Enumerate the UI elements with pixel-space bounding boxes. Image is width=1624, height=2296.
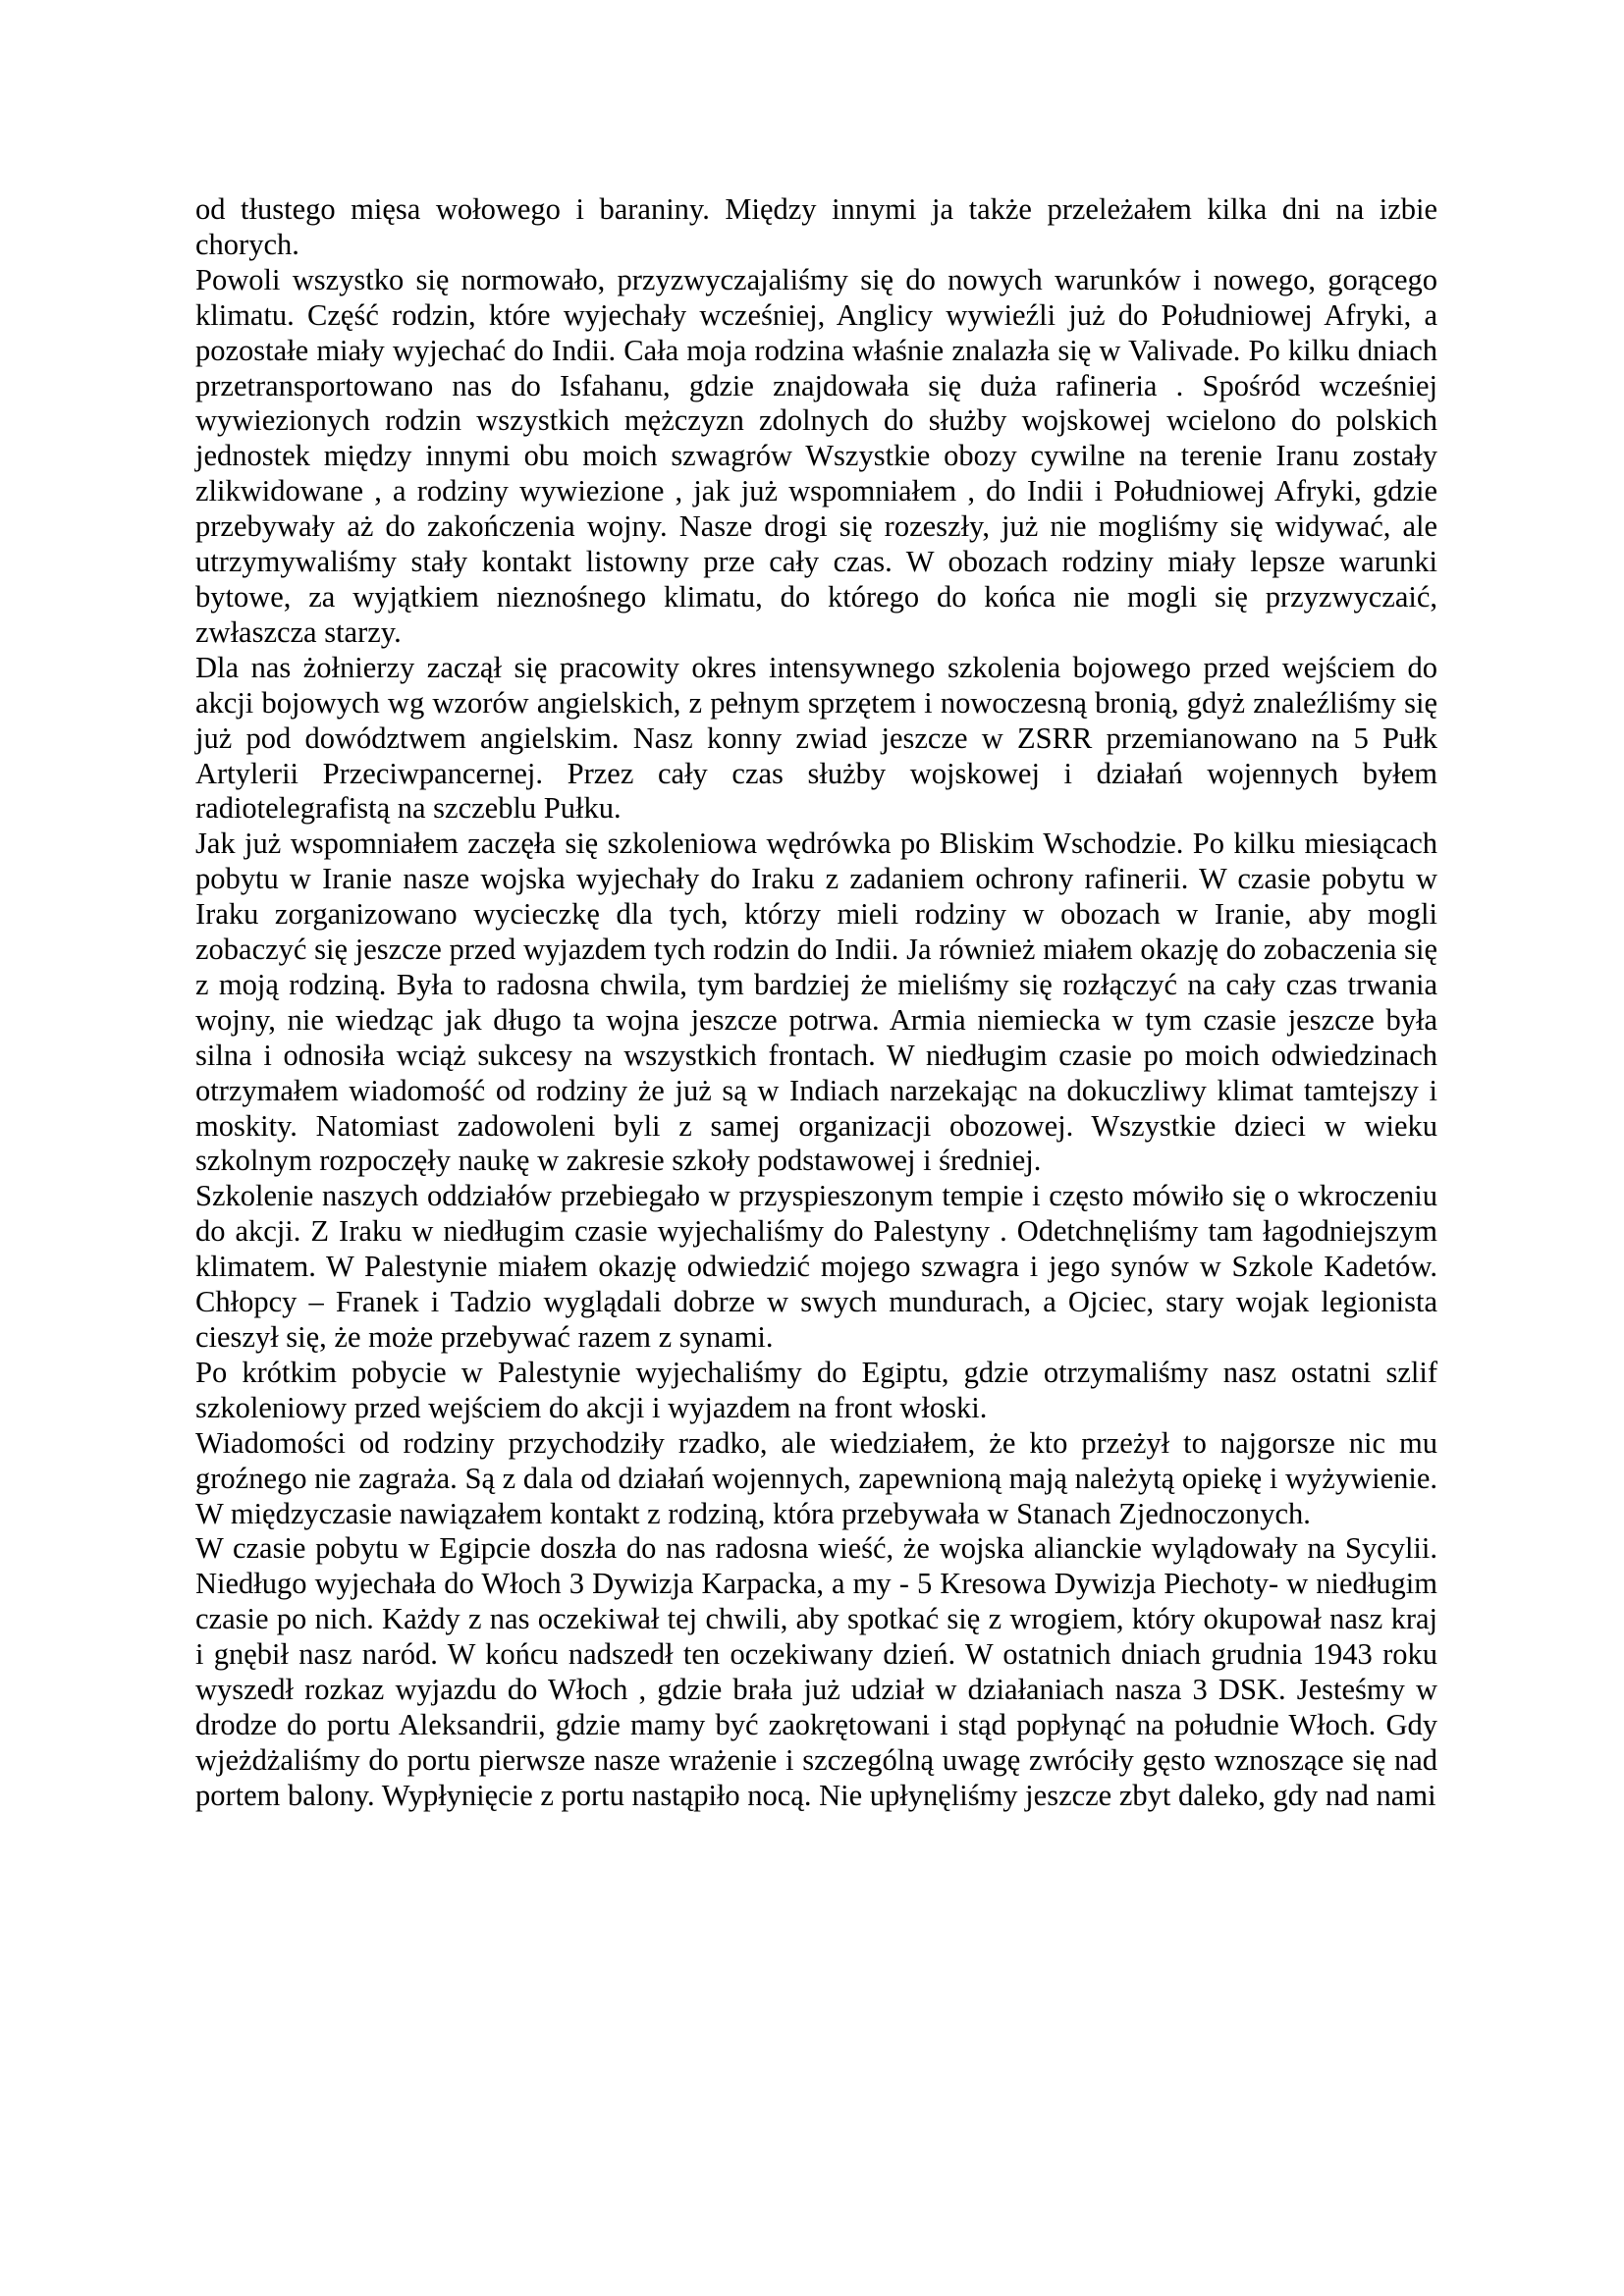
paragraph-2: Powoli wszystko się normowało, przyzwyczajaliśmy się do nowych warunków i nowego, gorącego klimatu. Część rodzin, które wyjechały wcześniej, Anglicy wywieźli już do Południowej Afryki, a pozostałe miały wyjechać do Indii. Cała moja rodzina właśnie znalazła się w Valivade. Po kilku dniach przetransportowano nas do Isfahanu, gdzie znajdowała się duża rafineria . Spośród wcześniej wywiezionych rodzin wszystkich mężczyzn zdolnych do służby wojskowej wcielono do polskich jednostek między innymi obu moich szwagrów Wszystkie obozy cywilne na terenie Iranu zostały zlikwidowane , a rodziny wywiezione , jak już wspomniałem , do Indii i Południowej Afryki, gdzie przebywały aż do zakończenia wojny. Nasze drogi się rozeszły, już nie mogliśmy się widywać, ale utrzymywaliśmy stały kontakt listowny prze cały czas. W obozach rodziny miały lepsze warunki bytowe, za wyjątkiem nieznośnego klimatu, do którego do końca nie mogli się przyzwyczaić, zwłaszcza starzy.: [195, 262, 1437, 649]
paragraph-5: Szkolenie naszych oddziałów przebiegało w przyspieszonym tempie i często mówiło się o wkroczeniu do akcji. Z Iraku w niedługim czasie wyjechaliśmy do Palestyny . Odetchnęliśmy tam łagodniejszym klimatem. W Palestynie miałem okazję odwiedzić mojego szwagra i jego synów w Szkole Kadetów. Chłopcy – Franek i Tadzio wyglądali dobrze w swych mundurach, a Ojciec, stary wojak legionista cieszył się, że może przebywać razem z synami.: [195, 1179, 1437, 1354]
paragraph-3: Dla nas żołnierzy zaczął się pracowity okres intensywnego szkolenia bojowego przed wejściem do akcji bojowych wg wzorów angielskich, z pełnym sprzętem i nowoczesną bronią, gdyż znaleźliśmy się już pod dowództwem angielskim. Nasz konny zwiad jeszcze w ZSRR przemianowano na 5 Pułk Artylerii Przeciwpancernej. Przez cały czas służby wojskowej i działań wojennych byłem radiotelegrafistą na szczeblu Pułku.: [195, 650, 1437, 826]
paragraph-1: od tłustego mięsa wołowego i baraniny. Między innymi ja także przeleżałem kilka dni na izbie chorych.: [195, 192, 1437, 261]
document-page: [195, 192, 1437, 1814]
paragraph-4: Jak już wspomniałem zaczęła się szkoleniowa wędrówka po Bliskim Wschodzie. Po kilku miesiącach pobytu w Iranie nasze wojska wyjechały do Iraku z zadaniem ochrony rafinerii. W czasie pobytu w Iraku zorganizowano wycieczkę dla tych, którzy mieli rodziny w obozach w Iranie, aby mogli zobaczyć się jeszcze przed wyjazdem tych rodzin do Indii. Ja również miałem okazję do zobaczenia się z moją rodziną. Była to radosna chwila, tym bardziej że mieliśmy się rozłączyć na cały czas trwania wojny, nie wiedząc jak długo ta wojna jeszcze potrwa. Armia niemiecka w tym czasie jeszcze była silna i odnosiła wciąż sukcesy na wszystkich frontach. W niedługim czasie po moich odwiedzinach otrzymałem wiadomość od rodziny że już są w Indiach narzekając na dokuczliwy klimat tamtejszy i moskity. Natomiast zadowoleni byli z samej organizacji obozowej. Wszystkie dzieci w wieku szkolnym rozpoczęły naukę w zakresie szkoły podstawowej i średniej.: [195, 827, 1437, 1178]
paragraph-7: Wiadomości od rodziny przychodziły rzadko, ale wiedziałem, że kto przeżył to najgorsze nic mu groźnego nie zagraża. Są z dala od działań wojennych, zapewnioną mają należytą opiekę i wyżywienie. W międzyczasie nawiązałem kontakt z rodziną, która przebywała w Stanach Zjednoczonych.: [195, 1425, 1437, 1530]
paragraph-8: W czasie pobytu w Egipcie doszła do nas radosna wieść, że wojska alianckie wylądowały na Sycylii. Niedługo wyjechała do Włoch 3 Dywizja Karpacka, a my - 5 Kresowa Dywizja Piechoty- w niedługim czasie po nich. Każdy z nas oczekiwał tej chwili, aby spotkać się z wrogiem, który okupował nasz kraj i gnębił nasz naród. W końcu nadszedł ten oczekiwany dzień. W ostatnich dniach grudnia 1943 roku wyszedł rozkaz wyjazdu do Włoch , gdzie brała już udział w działaniach nasza 3 DSK. Jesteśmy w drodze do portu Aleksandrii, gdzie mamy być zaokrętowani i stąd popłynąć na południe Włoch. Gdy wjeżdżaliśmy do portu pierwsze nasze wrażenie i szczególną uwagę zwróciły gęsto wznoszące się nad portem balony. Wypłynięcie z portu nastąpiło nocą. Nie upłynęliśmy jeszcze zbyt daleko, gdy nad nami: [195, 1531, 1437, 1812]
paragraph-6: Po krótkim pobycie w Palestynie wyjechaliśmy do Egiptu, gdzie otrzymaliśmy nasz ostatni szlif szkoleniowy przed wejściem do akcji i wyjazdem na front włoski.: [195, 1355, 1437, 1424]
